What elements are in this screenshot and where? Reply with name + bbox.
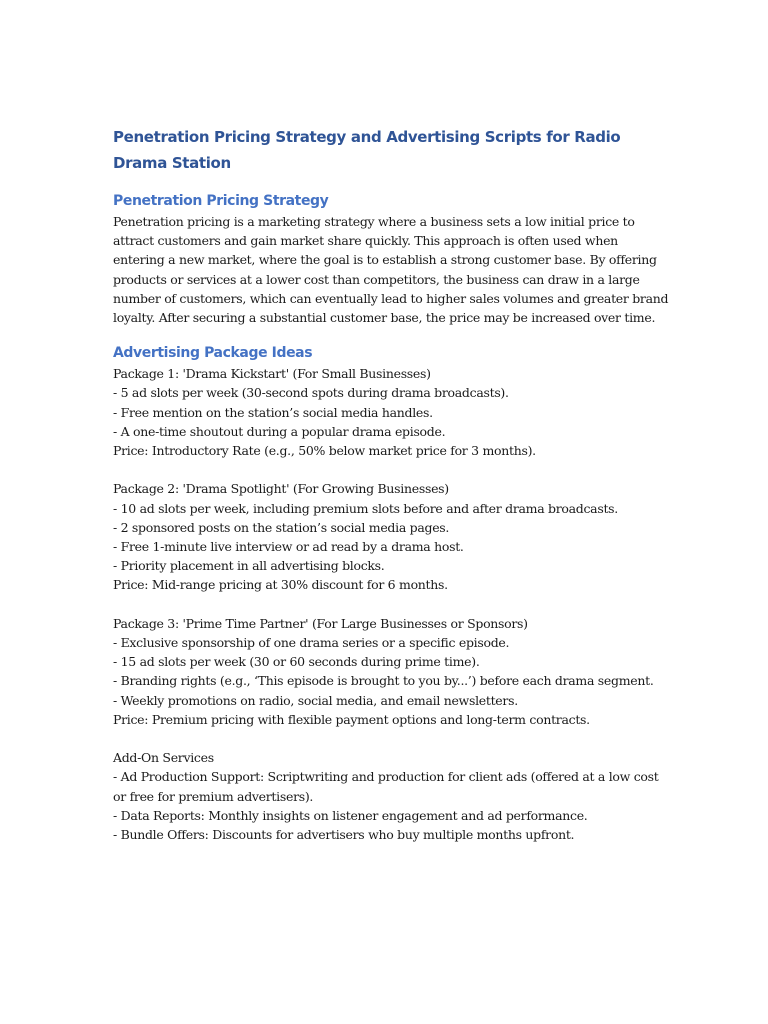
- document-content: [113, 124, 673, 844]
- package-title: Package 2: 'Drama Spotlight' (For Growing Businesses): [113, 481, 449, 497]
- package-item: - Branding rights (e.g., ‘This episode is brought to you by...’) before each drama segment.: [113, 673, 654, 689]
- package-item: - 15 ad slots per week (30 or 60 seconds during prime time).: [113, 654, 480, 670]
- spacer: [113, 595, 673, 614]
- package-3: [113, 614, 673, 729]
- package-item: - Exclusive sponsorship of one drama series or a specific episode.: [113, 635, 510, 651]
- package-item: - A one-time shoutout during a popular drama episode.: [113, 423, 446, 439]
- add-on-item: - Data Reports: Monthly insights on listener engagement and ad performance.: [113, 807, 588, 823]
- package-item: - Weekly promotions on radio, social media, and email newsletters.: [113, 692, 518, 708]
- package-item: - 10 ad slots per week, including premium slots before and after drama broadcasts.: [113, 500, 618, 516]
- package-price: Price: Premium pricing with flexible payment options and long-term contracts.: [113, 711, 590, 727]
- package-item: - Free mention on the station’s social media handles.: [113, 404, 433, 420]
- pricing-strategy-heading: Penetration Pricing Strategy: [113, 193, 329, 209]
- add-on-item: - Ad Production Support: Scriptwriting and production for client ads (offered at a low cost or free for premium advertisers).: [113, 769, 659, 804]
- package-item: - 2 sponsored posts on the station’s social media pages.: [113, 519, 450, 535]
- package-price: Price: Introductory Rate (e.g., 50% below market price for 3 months).: [113, 443, 536, 459]
- pricing-strategy-paragraph: Penetration pricing is a marketing strategy where a business sets a low initial price to attract customers and gain market share quickly. This approach is often used when entering a new market, where the goal is to establish a strong customer base. By offering products or services at a lower cost than competitors, the business can draw in a large number of customers, which can eventually lead to higher sales volumes and greater brand loyalty. After securing a substantial customer base, the price may be increased over time.: [113, 214, 669, 326]
- package-1: [113, 364, 673, 460]
- add-on-title: Add-On Services: [113, 750, 214, 766]
- advertising-packages-heading: Advertising Package Ideas: [113, 345, 313, 362]
- spacer: [113, 729, 673, 748]
- package-title: Package 1: 'Drama Kickstart' (For Small Businesses): [113, 366, 431, 382]
- package-title: Package 3: 'Prime Time Partner' (For Large Businesses or Sponsors): [113, 615, 528, 631]
- document-title: Penetration Pricing Strategy and Advertising Scripts for Radio Drama Station: [113, 128, 621, 172]
- package-item: - Priority placement in all advertising blocks.: [113, 558, 385, 574]
- add-on-item: - Bundle Offers: Discounts for advertisers who buy multiple months upfront.: [113, 827, 575, 843]
- add-on-services: [113, 748, 673, 844]
- package-item: - Free 1-minute live interview or ad read by a drama host.: [113, 539, 464, 555]
- package-item: - 5 ad slots per week (30-second spots during drama broadcasts).: [113, 385, 509, 401]
- package-price: Price: Mid-range pricing at 30% discount for 6 months.: [113, 577, 448, 593]
- spacer: [113, 460, 673, 479]
- package-2: [113, 479, 673, 594]
